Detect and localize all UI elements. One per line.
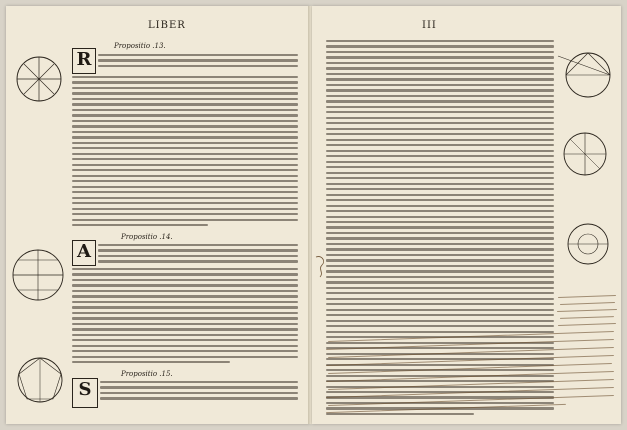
text-block xyxy=(98,54,298,70)
proposition-heading: Propositio .13. xyxy=(114,42,166,50)
geometric-figure xyxy=(558,126,612,182)
initial-letter: R xyxy=(76,49,92,70)
geometric-figure xyxy=(6,242,70,308)
geometric-figure xyxy=(8,44,70,114)
running-head-left: LIBER xyxy=(148,20,186,31)
text-block xyxy=(72,76,298,230)
geometric-figure xyxy=(556,46,618,104)
left-page xyxy=(6,6,310,424)
proposition-heading: Propositio .14. xyxy=(121,233,173,241)
proposition-heading: Propositio .15. xyxy=(121,370,173,378)
text-block xyxy=(100,381,298,403)
text-block xyxy=(98,244,298,266)
initial-letter: A xyxy=(77,241,91,262)
decorated-initial xyxy=(72,48,96,74)
right-page xyxy=(312,6,621,424)
decorated-initial xyxy=(72,378,98,408)
running-head-right: III xyxy=(422,20,437,31)
geometric-figure xyxy=(12,352,68,408)
text-block xyxy=(72,268,298,367)
margin-manicule xyxy=(314,251,328,291)
decorated-initial xyxy=(72,240,96,266)
initial-letter: S xyxy=(78,379,92,400)
geometric-figure xyxy=(562,218,614,270)
